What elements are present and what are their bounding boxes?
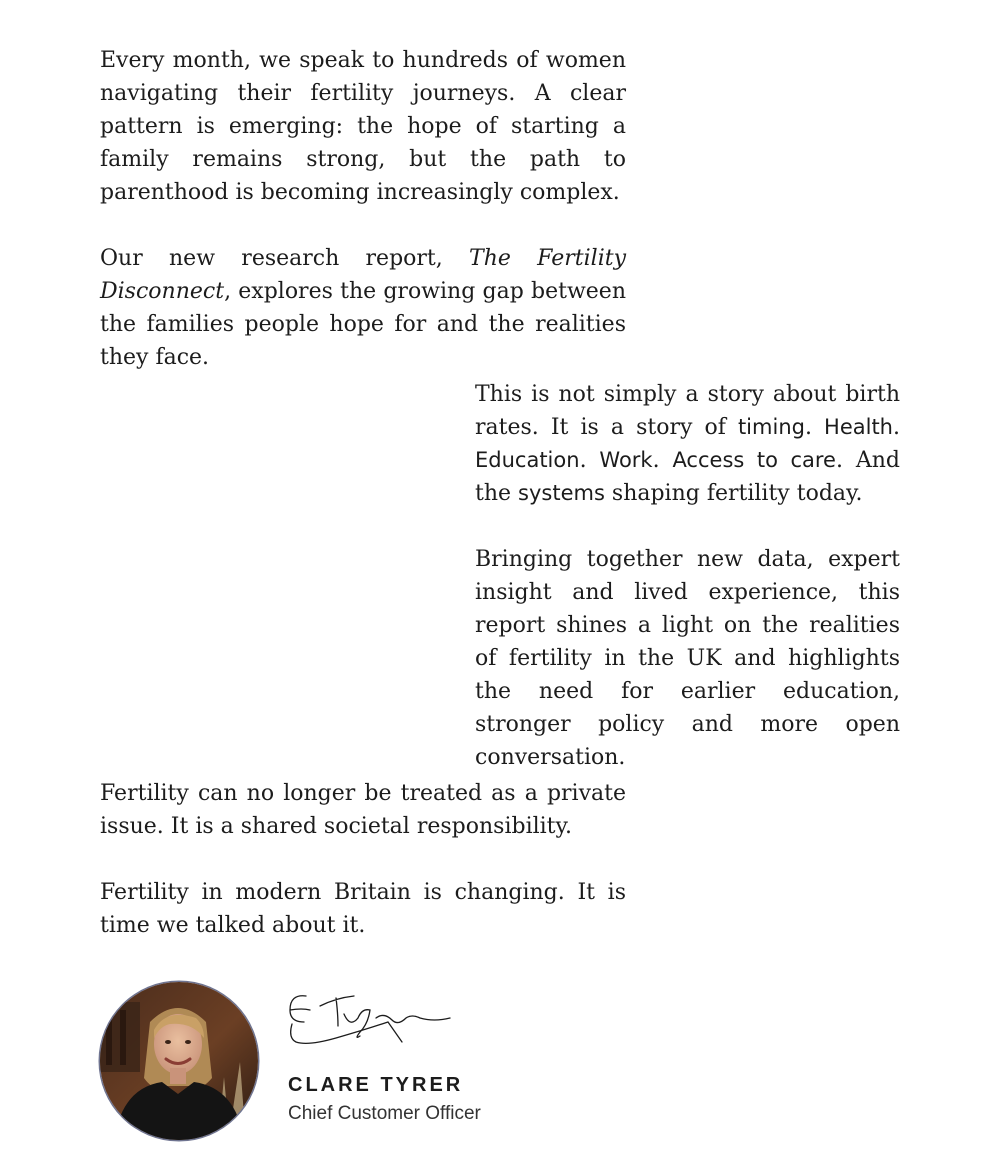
author-avatar xyxy=(100,982,258,1140)
report-title: The Fertility Disconnect xyxy=(100,246,627,304)
author-role: Chief Customer Officer xyxy=(288,1103,481,1124)
keyword-education: Education xyxy=(475,448,580,472)
intro-paragraph: Every month, we speak to hundreds of women navigating their fertility journeys. A clear pattern is emerging: the hope of starting a family remains strong, but the path to parenthood is becoming increasingly complex. xyxy=(100,48,626,205)
closing-paragraph: Fertility in modern Britain is changing. It is time we talked about it. xyxy=(100,880,626,938)
keyword-access-to-care: Access to care xyxy=(672,448,836,472)
keyword-work: Work xyxy=(599,448,653,472)
author-portrait xyxy=(100,982,258,1140)
keyword-timing: timing xyxy=(737,415,805,439)
author-name: CLARE TYRER xyxy=(288,1074,464,1096)
signature-image xyxy=(284,988,459,1060)
report-paragraph: Our new research report, The Fertility Disconnect, explores the growing gap between the families people hope for and the realities they face. xyxy=(100,246,627,370)
insight-paragraph: Bringing together new data, expert insight and lived experience, this report shines a light on the realities of fertility in the UK and highlights the need for earlier education, stronger policy and more open conversation. xyxy=(475,547,900,770)
responsibility-paragraph: Fertility can no longer be treated as a private issue. It is a shared societal responsibility. xyxy=(100,781,626,839)
keyword-systems: systems xyxy=(518,481,605,505)
keyword-health: Health xyxy=(824,415,893,439)
story-paragraph: This is not simply a story about birth rates. It is a story of timing. Health. Education. Work. Access to care. And the systems shaping fertility today. xyxy=(475,382,900,506)
